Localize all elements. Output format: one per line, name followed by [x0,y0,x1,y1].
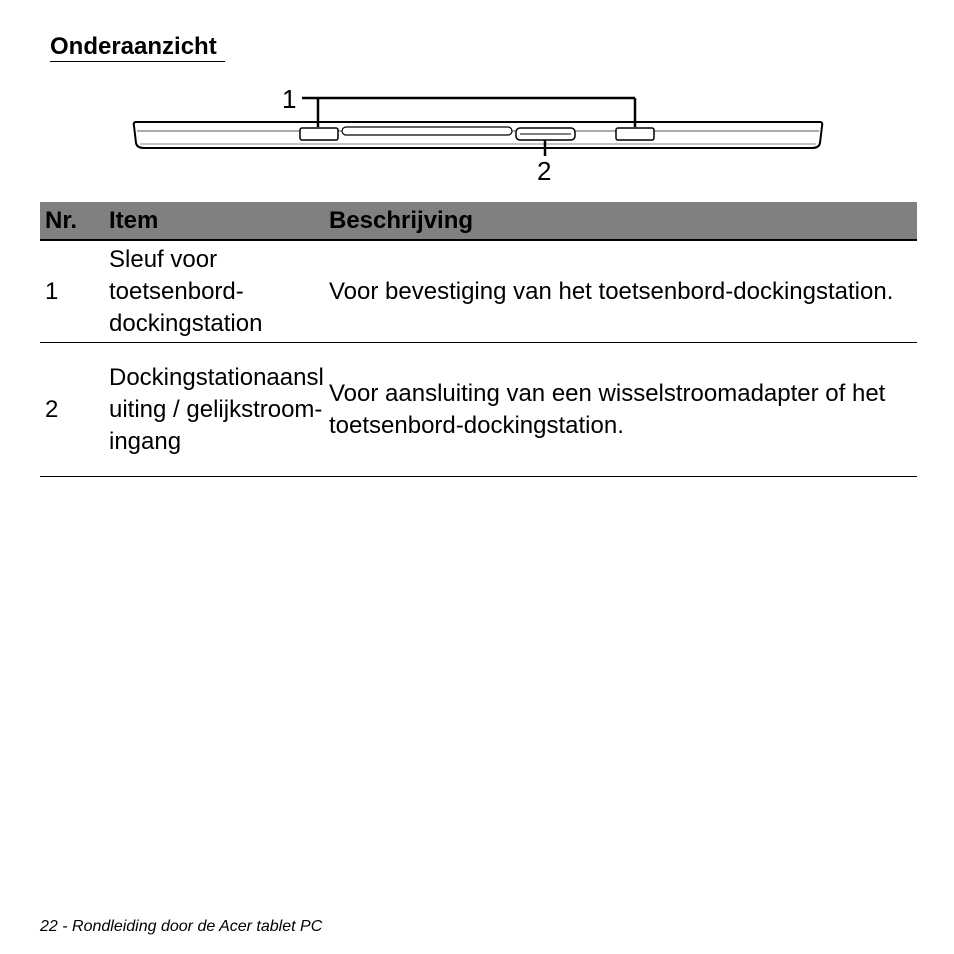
tablet-bottom-view-diagram [0,0,954,200]
callout-2-label: 2 [537,156,552,186]
row-nr: 1 [40,240,104,343]
callout-1-label: 1 [282,84,297,114]
docking-slot-left [300,128,338,140]
speaker-groove [342,127,512,135]
docking-slot-right [616,128,654,140]
page-footer: 22 - Rondleiding door de Acer tablet PC [40,918,323,935]
row-description: Voor aansluiting van een wisselstroomadapter of het toetsenbord-dockingstation. [324,343,917,477]
row-item: Sleuf voor toetsenbord-dockingstation [104,240,324,343]
row-item: Dockingstationaansluiting / gelijkstroom-ingang [104,343,324,477]
header-item: Item [104,202,324,240]
table-row [40,343,917,477]
section-title: Onderaanzicht [50,33,225,62]
header-nr: Nr. [40,202,104,240]
component-table [40,202,917,477]
row-nr: 2 [40,343,104,477]
row-description: Voor bevestiging van het toetsenbord-dockingstation. [324,240,917,343]
header-description: Beschrijving [324,202,917,240]
table-row [40,240,917,343]
table-header-row [40,202,917,240]
